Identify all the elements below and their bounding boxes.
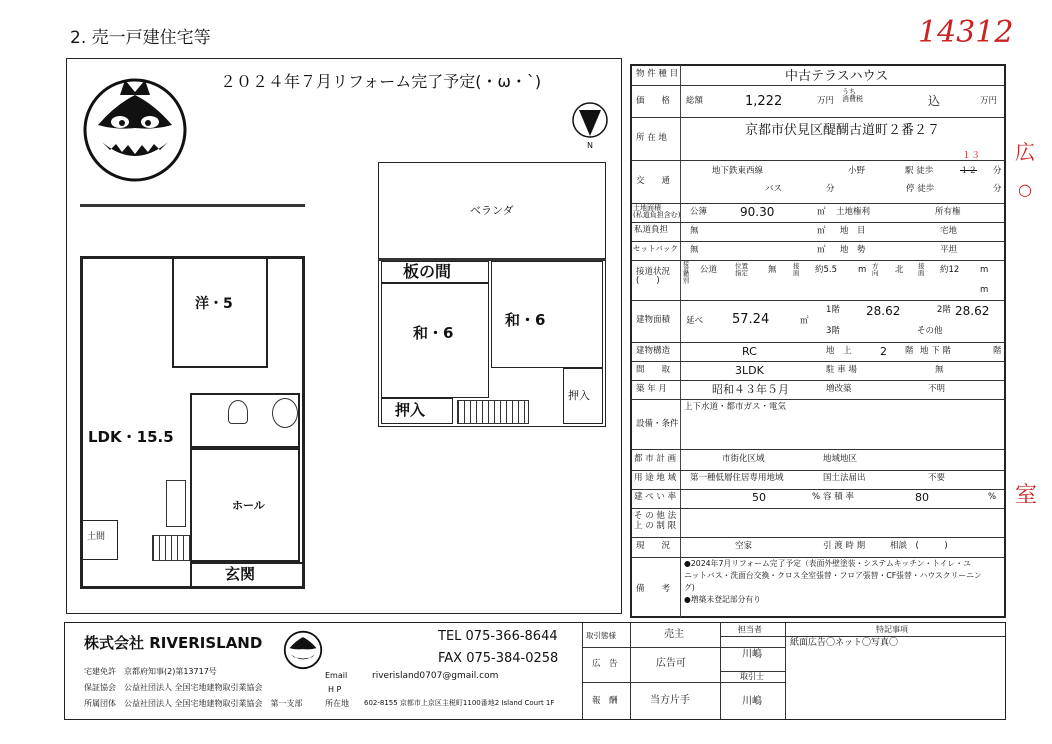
private-road-value: 無 — [690, 226, 699, 236]
permit-value: 不要 — [928, 473, 946, 483]
notes-label: 特記事項 — [876, 625, 908, 634]
building-total: 57.24 — [732, 312, 770, 327]
person-value: 川嶋 — [742, 649, 762, 660]
land-category-label: 地 目 — [840, 226, 866, 236]
deal-mode: 売主 — [664, 629, 684, 640]
building-unit: ㎡ — [800, 316, 809, 326]
structure-below-label: 地 下 階 — [920, 346, 951, 356]
label-type: 物 件 種 目 — [636, 69, 679, 79]
label-other: そ の 他 法 上 の 制 限 — [634, 511, 677, 532]
transport-station: 小野 — [848, 166, 866, 176]
label-remarks: 備 考 — [636, 584, 671, 594]
label-structure: 建物構造 — [636, 346, 671, 356]
land-unit: ㎡ — [817, 207, 826, 217]
remarks-line-3: グ) — [684, 583, 695, 592]
building-f1: 28.62 — [866, 304, 901, 318]
label-road: 接道状況 ( ) — [636, 267, 671, 286]
toilet-icon — [228, 400, 248, 424]
land-kind: 公簿 — [690, 207, 708, 217]
road-dir-label: 方 向 — [872, 262, 879, 277]
transport-min: 分 — [993, 166, 1002, 176]
property-type: 中古テラスハウス — [785, 69, 889, 84]
building-f2: 28.62 — [955, 304, 990, 318]
building-other-label: その他 — [917, 326, 943, 336]
room-itanoma: 板の間 — [403, 262, 452, 281]
building-f1-label: 1階 — [826, 305, 840, 315]
setback-value: 無 — [690, 245, 699, 255]
room-entrance: 玄関 — [225, 565, 256, 583]
deal-mode-label: 取引態様 — [586, 631, 616, 640]
trade-label: 取引士 — [740, 672, 764, 681]
property-address: 京都市伏見区醍醐古道町２番２７ — [745, 123, 941, 138]
person-label: 担当者 — [738, 625, 762, 634]
transport-line: 地下鉄東西線 — [712, 166, 764, 176]
land-right-label: 土地権利 — [836, 207, 871, 217]
coverage-unit: % — [812, 492, 821, 502]
road-kind: 公道 — [700, 265, 718, 275]
transport-stop-min: 分 — [993, 184, 1002, 194]
reform-notice: ２０２４年７月リフォーム完了予定(・ω・`) — [220, 72, 542, 91]
city-plan-value: 市街化区域 — [722, 454, 765, 464]
room-washitsu-b: 和・6 — [505, 311, 546, 329]
road-frontage-label: 接 面 — [918, 262, 925, 277]
road-dir: 北 — [895, 265, 904, 275]
label-land-area: 土地面積 (私道負担含む) — [633, 204, 681, 219]
road-designation: 無 — [768, 265, 777, 275]
notes-value: 紙面広告〇ネット〇写真〇 — [790, 638, 899, 648]
built-value: 昭和４３年５月 — [712, 383, 789, 396]
remarks-line-1: ●2024年7月リフォーム完了予定（表面外壁塗装・システムキッチン・トイレ・ユ — [684, 559, 971, 568]
hp-label: H P — [328, 685, 342, 694]
room-veranda: ベランダ — [470, 204, 514, 217]
deal-ad-label: 広 告 — [592, 659, 618, 669]
terrain-label: 地 勢 — [840, 245, 866, 255]
road-width-unit: m — [858, 265, 867, 275]
company-tel: TEL 075-366-8644 — [438, 629, 558, 644]
address-label: 所在地 — [325, 699, 349, 708]
price-unit: 万円 — [817, 96, 835, 106]
remodel-label: 増改築 — [826, 384, 852, 394]
company-logo — [80, 70, 190, 185]
company-name: 株式会社 RIVERISLAND — [84, 634, 263, 652]
handover-label: 引 渡 時 期 — [823, 541, 866, 551]
road-frontage: 約12 — [940, 265, 960, 275]
deal-fee: 当方片手 — [650, 695, 690, 706]
north-label: N — [587, 141, 593, 150]
handover-value: 相談 ( ) — [890, 541, 948, 551]
room-oshiire-a: 押入 — [395, 401, 426, 419]
transport-bus-min: 分 — [826, 184, 835, 194]
building-f2-label: 2階 — [937, 305, 951, 315]
status-value: 空家 — [735, 541, 753, 551]
label-city-plan: 都 市 計 画 — [634, 454, 677, 464]
company-affiliation: 所属団体 公益社団法人 全国宅地建物取引業協会 第一支部 — [84, 699, 303, 708]
handwritten-number: 14312 — [918, 15, 1014, 50]
far-label: 容 積 率 — [823, 492, 854, 502]
coverage-value: 50 — [752, 491, 766, 504]
facilities-value: 上下水道・都市ガス・電気 — [684, 402, 787, 412]
label-zoning: 用 途 地 域 — [634, 473, 677, 483]
far-value: 80 — [915, 491, 929, 504]
road-frontage-unit: m — [980, 265, 989, 275]
company-license: 宅建免許 京都府知事(2)第13717号 — [84, 667, 217, 676]
setback-unit: ㎡ — [817, 245, 826, 255]
land-category: 宅地 — [940, 226, 958, 236]
bath-icon — [272, 398, 298, 428]
email-label: Email — [325, 671, 348, 680]
district-label: 地域地区 — [823, 454, 858, 464]
road-kind-label: 接 道 種 別 — [683, 261, 690, 286]
kitchen-icon — [166, 480, 186, 527]
tax-value: 込 — [928, 94, 941, 108]
label-private-road: 私道負担 — [634, 225, 669, 235]
building-total-label: 延べ — [686, 316, 704, 326]
label-address: 所 在 地 — [636, 133, 667, 143]
label-transport: 交 通 — [636, 176, 671, 186]
deal-fee-label: 報 酬 — [592, 696, 618, 706]
road-m-2: m — [980, 285, 989, 295]
transport-walk: １２ — [960, 166, 978, 176]
transport-bus: バス — [765, 184, 783, 194]
stairs-2f-icon — [457, 400, 529, 424]
room-hall: ホール — [232, 499, 265, 512]
structure-above-label: 地 上 — [826, 346, 852, 356]
price-total: 1,222 — [745, 94, 783, 109]
transport-walk-corrected: １３ — [962, 151, 981, 161]
label-status: 現 況 — [636, 541, 671, 551]
label-built: 築 年 月 — [636, 384, 667, 394]
label-coverage: 建 ぺ い 率 — [634, 492, 677, 502]
label-layout: 間 取 — [636, 365, 671, 375]
far-unit: % — [988, 492, 997, 502]
footer-logo — [282, 628, 324, 670]
handwritten-mark-c: 室 — [1015, 483, 1038, 508]
tax-unit: 万円 — [980, 96, 998, 106]
handwritten-mark-b: ○ — [1018, 180, 1032, 199]
land-area: 90.30 — [740, 205, 775, 219]
building-f3-label: 3階 — [826, 326, 840, 336]
label-facilities: 設備・条件 — [636, 419, 679, 429]
transport-stop: 停 徒歩 — [906, 184, 935, 194]
remarks-line-2: ニットバス・洗面台交換・クロス全室張替・フロア張替・CF張替・ハウスクリーニン — [684, 571, 982, 580]
parking-value: 無 — [935, 365, 944, 375]
structure-floors-unit: 階 — [905, 346, 914, 356]
label-building-area: 建物面積 — [636, 315, 671, 325]
room-oshiire-b: 押入 — [568, 389, 590, 402]
spec-table — [630, 64, 1006, 618]
land-right: 所有権 — [935, 207, 961, 217]
remarks-line-4: ●増築未登記部分有り — [684, 595, 761, 604]
transport-station-suffix: 駅 徒歩 — [905, 166, 934, 176]
stairs-icon — [152, 535, 190, 561]
room-doma: 土間 — [87, 532, 106, 542]
structure-value: RC — [742, 345, 757, 358]
deal-ad: 広告可 — [656, 658, 686, 669]
structure-below-unit: 階 — [993, 346, 1002, 356]
label-price: 価 格 — [636, 96, 671, 106]
room-ldk: LDK・15.5 — [88, 428, 174, 446]
company-fax: FAX 075-384-0258 — [438, 651, 559, 666]
zoning-value: 第一種低層住居専用地域 — [690, 473, 784, 483]
company-email: riverisland0707@gmail.com — [372, 671, 499, 681]
road-width-label: 接 面 — [793, 262, 800, 277]
remodel-value: 不明 — [928, 384, 946, 394]
layout-value: 3LDK — [735, 364, 764, 377]
trade-value: 川嶋 — [742, 696, 762, 707]
parking-label: 駐 車 場 — [826, 365, 857, 375]
page-title: 2. 売一戸建住宅等 — [70, 28, 211, 48]
room-western: 洋・5 — [195, 296, 233, 312]
room-washitsu-a: 和・6 — [413, 324, 454, 342]
company-guarantee: 保証協会 公益社団法人 全国宅地建物取引業協会 — [84, 683, 263, 692]
tax-label: うち 消費税 — [842, 88, 863, 103]
price-total-label: 総額 — [686, 96, 704, 106]
handwritten-mark-a: 広 — [1015, 140, 1035, 164]
company-address: 602-8155 京都市上京区主税町1100番地2 Island Court 1F — [364, 699, 555, 707]
road-width: 約5.5 — [815, 265, 838, 275]
permit-label: 国土法届出 — [823, 473, 866, 483]
private-road-unit: ㎡ — [817, 226, 826, 236]
road-designation-label: 位置 指定 — [735, 262, 748, 277]
label-setback: セットバック — [633, 244, 678, 253]
terrain: 平坦 — [940, 245, 958, 255]
structure-floors: 2 — [880, 345, 887, 358]
